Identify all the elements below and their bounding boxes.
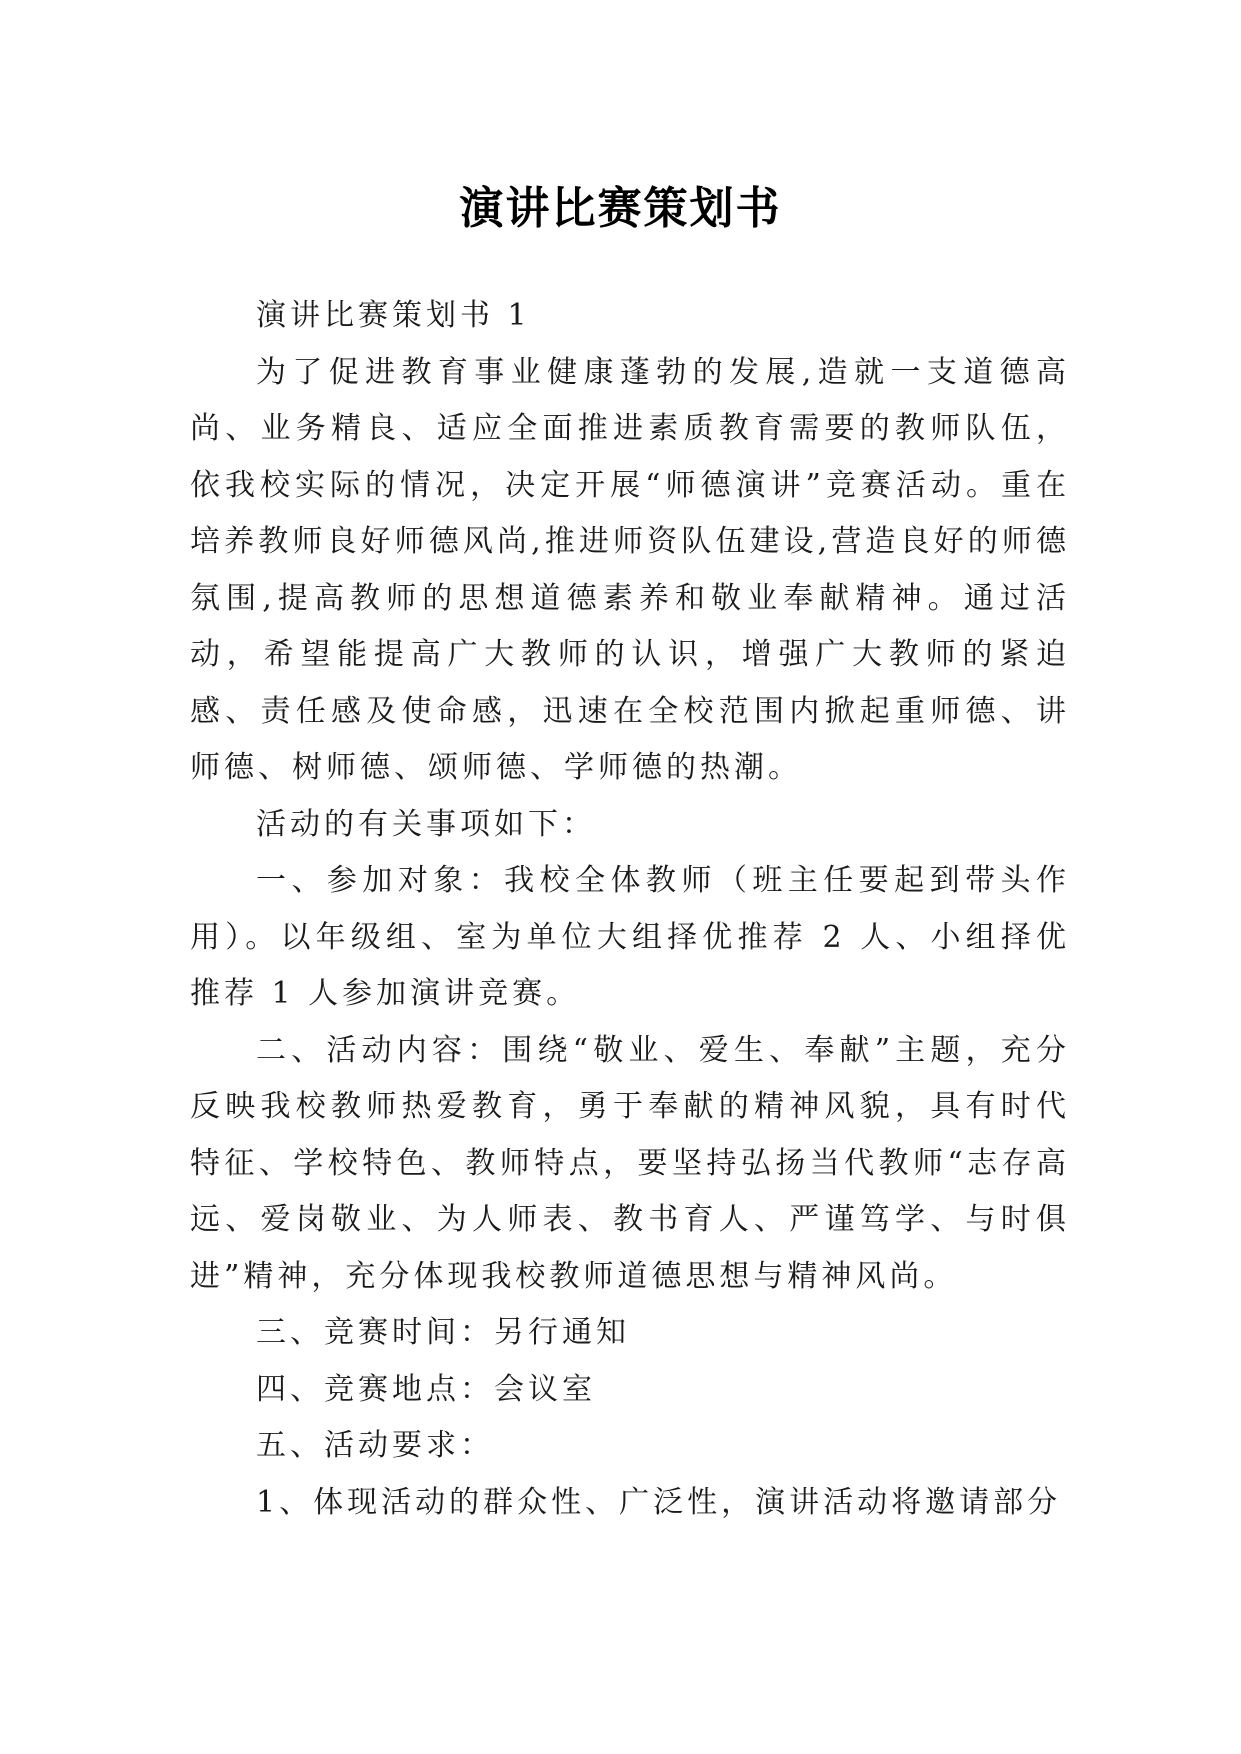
items-intro-paragraph: 活动的有关事项如下： [256, 806, 596, 842]
intro-paragraph: 为了促进教育事业健康蓬勃的发展,造就一支道德高尚、业务精良、适应全面推进素质教育需要的教师队伍，依我校实际的情况，决定开展“师德演讲”竞赛活动。重在培养教师良好师德风尚,推进师资队伍建设,营造良好的师德氛围,提高教师的思想道德素养和敬业奉献精神。通过活动，希望能提高广大教师的认识，增强广大教师的紧迫感、责任感及使命感，迅速在全校范围内掀起重师德、讲师德、树师德、颂师德、学师德的热潮。 [190, 354, 1070, 785]
location-paragraph: 四、竞赛地点：会议室 [256, 1371, 596, 1407]
requirement-item: 1、体现活动的群众性、广泛性，演讲活动将邀请部分 [256, 1484, 1062, 1520]
section-heading: 演讲比赛策划书 1 [256, 298, 531, 333]
document-title: 演讲比赛策划书 [459, 183, 782, 235]
document-body [190, 288, 1070, 1531]
content-paragraph: 二、活动内容：围绕“敬业、爱生、奉献”主题，充分反映我校教师热爱教育，勇于奉献的精神风貌，具有时代特征、学校特色、教师特点，要坚持弘扬当代教师“志存高远、爱岗敬业、为人师表、教书育人、严谨笃学、与时俱进”精神，充分体现我校教师道德思想与精神风尚。 [190, 1032, 1070, 1294]
requirements-heading: 五、活动要求： [256, 1428, 494, 1463]
participants-paragraph: 一、参加对象：我校全体教师（班主任要起到带头作用）。以年级组、室为单位大组择优推荐 2 人、小组择优推荐 1 人参加演讲竞赛。 [190, 863, 1070, 1011]
time-paragraph: 三、竞赛时间：另行通知 [256, 1315, 630, 1350]
